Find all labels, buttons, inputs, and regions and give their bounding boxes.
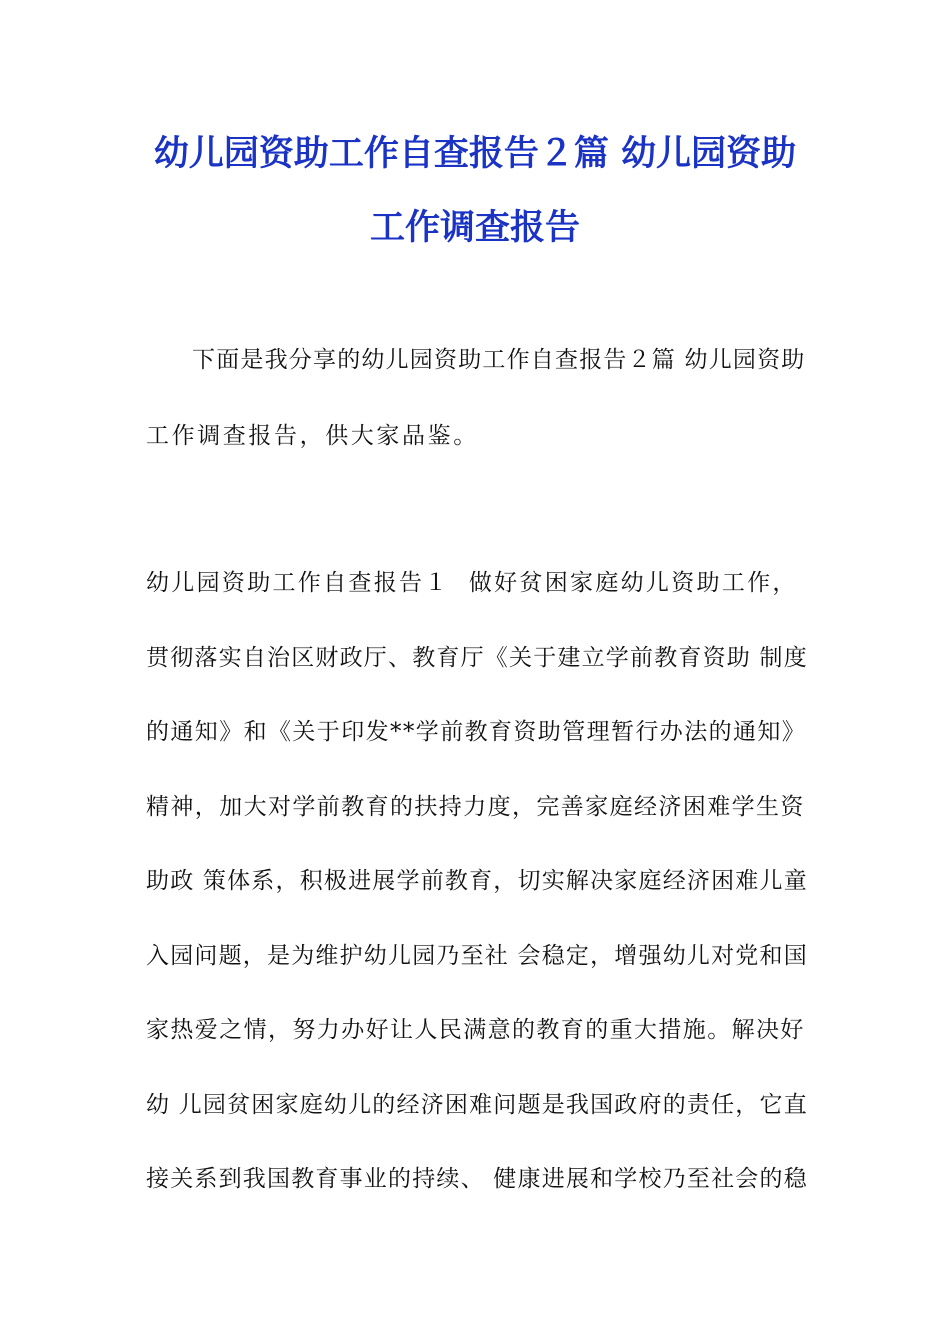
intro-line-2: 工作调查报告，供大家品鉴。 xyxy=(146,423,479,449)
body-line-5: 助政 策体系，积极进展学前教育，切实解决家庭经济困难儿童 xyxy=(146,868,808,894)
body-line-9: 接关系到我国教育事业的持续、 健康进展和学校乃至社会的稳 xyxy=(146,1166,808,1192)
body-line-2: 贯彻落实自治区财政厅、教育厅《关于建立学前教育资助 制度 xyxy=(146,645,808,671)
document-title-line-1: 幼儿园资助工作自查报告２篇 幼儿园资助 xyxy=(153,134,797,174)
intro-line-1: 下面是我分享的幼儿园资助工作自查报告２篇 幼儿园资助 xyxy=(192,347,806,373)
body-line-7: 家热爱之情，努力办好让人民满意的教育的重大措施。解决好 xyxy=(146,1017,805,1043)
document-title-line-2: 工作调查报告 xyxy=(369,208,580,248)
body-line-6: 入园问题，是为维护幼儿园乃至社 会稳定，增强幼儿对党和国 xyxy=(146,943,808,969)
body-line-1: 幼儿园资助工作自查报告１ 做好贫困家庭幼儿资助工作， xyxy=(146,570,798,596)
body-line-3: 的通知》和《关于印发**学前教育资助管理暂行办法的通知》 xyxy=(146,719,807,745)
body-line-4: 精神，加大对学前教育的扶持力度，完善家庭经济困难学生资 xyxy=(146,794,805,820)
body-line-8: 幼 儿园贫困家庭幼儿的经济困难问题是我国政府的责任，它直 xyxy=(146,1092,808,1118)
